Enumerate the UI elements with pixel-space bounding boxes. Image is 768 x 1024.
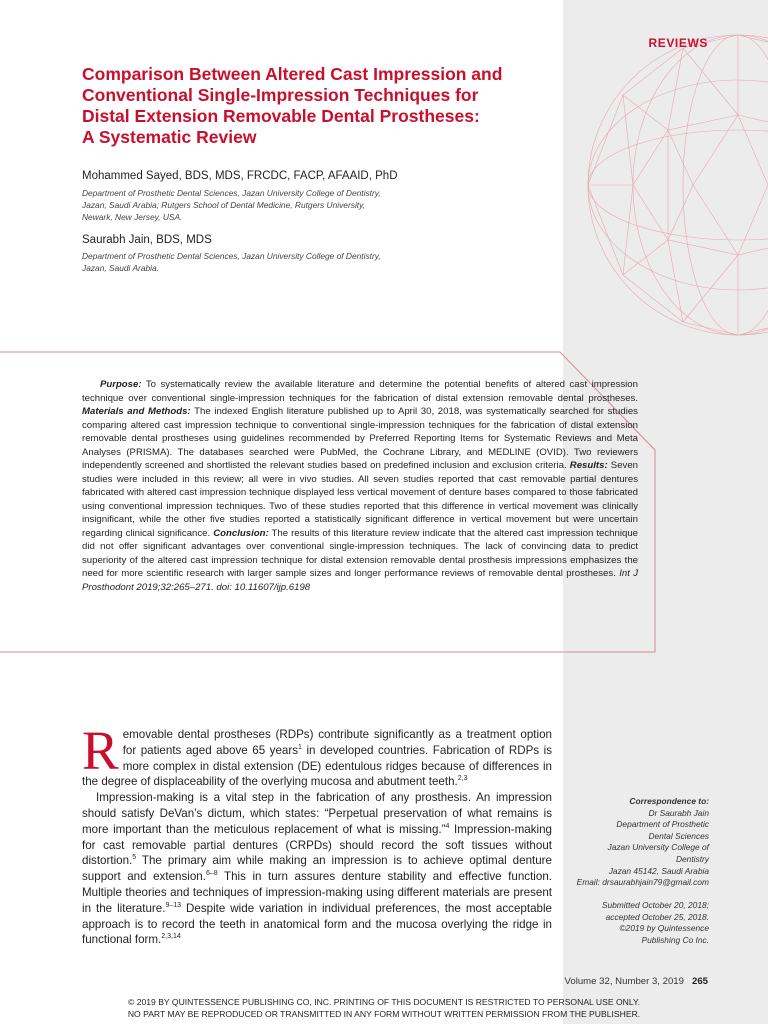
correspondence-line: Dr Saurabh Jain — [648, 807, 709, 818]
volume-info — [565, 976, 708, 987]
author-name: Saurabh Jain, BDS, MDS — [82, 234, 212, 246]
reference-number: 6–8 — [205, 870, 218, 878]
title-line: A Systematic Review — [82, 127, 257, 147]
correspondence-email[interactable]: Email: drsaurabhjain79@gmail.com — [576, 877, 709, 888]
abstract-results-label: Results: — [569, 460, 608, 471]
body-paragraph — [82, 720, 553, 790]
body-text — [82, 720, 553, 948]
dates-line: Submitted October 20, 2018; — [601, 900, 709, 910]
correspondence-line: Dentistry — [675, 853, 709, 864]
body-text-run: The primary aim while making an impression is to achieve optimal denture support and extension. — [82, 854, 552, 884]
correspondence-line: Department of Prosthetic — [616, 819, 709, 830]
abstract-conclusion-label: Conclusion: — [213, 527, 269, 539]
abstract-methods: The indexed English literature published up to April 30, 2018, was systematically searched for studies comparing altered cast impression technique to conventional single-impression techniques for the fabrication of distal extension removable dental prostheses using guidelines recommended by Preferred Reporting Items for Systematic Reviews and Meta Analyses (PRISMA). The databases searched were PubMed, the Cochrane Library, and MEDLINE (OVID). Two reviewers independently screened and shortlisted the relevant studies based on predefined inclusion and exclusion criteria. — [82, 406, 638, 471]
author-affiliation — [82, 187, 482, 223]
reference-number: 9–13 — [165, 901, 182, 909]
correspondence-line: Jazan 45142, Saudi Arabia — [608, 865, 709, 876]
submission-dates — [563, 900, 709, 946]
volume-text: Volume 32, Number 3, 2019 — [564, 976, 684, 987]
abstract-citation: Int J Prosthodont 2019;32:265–271. doi: 10.11607/ijp.6198 — [82, 568, 638, 593]
copyright-notice — [0, 996, 768, 1020]
body-text-run: Impression-making for cast removable partial dentures (CRPDs) should record the soft tissues without distortion. — [82, 822, 552, 868]
affiliation-line: Department of Prosthetic Dental Sciences, Jazan University College of Dentistry, — [82, 251, 381, 261]
body-text-run: This in turn assures denture stability and effective function. Multiple theories and techniques of impression-making using different materials are present in the literature. — [82, 870, 552, 915]
affiliation-line: Jazan, Saudi Arabia; Rutgers School of Dental Medicine, Rutgers University, — [82, 200, 366, 210]
reference-number: 2,3,14 — [161, 933, 181, 941]
correspondence-line: Jazan University College of — [607, 842, 709, 853]
body-text-run: Despite wide variation in individual preferences, the most acceptable approach is to record the teeth in anatomical form and the mucosa overlying the ridge in functional form. — [82, 901, 553, 947]
body-text-run: Impression-making is a vital step in the fabrication of any prosthesis. An impression should satisfy DeVan’s dictum, which states: “Perpetual preservation of what remains is more important than the meticulous replacement of what is missing.” — [82, 791, 552, 836]
abstract-results: Seven studies were included in this review; all were in vivo studies. All seven studies reported that cast removable partial dentures fabricated with altered cast impression technique displayed less vertical movement of denture bases compared to those fabricated using conventional impression techniques. Two of these studies reported that this difference in vertical movement was clinically insignificant, while the other five studies reported a statistically significant difference in vertical movement but were uncertain regarding clinical significance. — [82, 460, 639, 539]
copyright-line: NO PART MAY BE REPRODUCED OR TRANSMITTED IN ANY FORM WITHOUT WRITTEN PERMISSION FROM THE PUBLISHER. — [127, 1009, 641, 1019]
reference-number: 4 — [445, 822, 450, 830]
title-line: Comparison Between Altered Cast Impression and — [82, 64, 503, 84]
correspondence-block — [563, 796, 709, 889]
affiliation-line: Jazan, Saudi Arabia. — [82, 263, 159, 273]
author-affiliation — [82, 250, 482, 274]
abstract-purpose: To systematically review the available literature and determine the potential benefits of altered cast impression technique over conventional single-impression techniques for the fabrication of distal extension removable dental prostheses. — [82, 379, 638, 404]
body-text-run: in developed countries. Fabrication of RDPs is more complex in distal extension (DE) edentulous ridges because of differences in the degree of displaceability of the overlying mucosa and abutment teeth. — [82, 743, 553, 789]
page-number: 265 — [691, 976, 708, 987]
title-line: Conventional Single-Impression Techniques for — [82, 85, 479, 105]
abstract-text — [82, 378, 638, 594]
reference-number: 5 — [132, 854, 137, 862]
abstract-purpose-label: Purpose: — [99, 379, 142, 390]
correspondence-heading: Correspondence to: — [629, 796, 709, 806]
title-line: Distal Extension Removable Dental Prostheses: — [82, 106, 480, 126]
affiliation-line: Newark, New Jersey, USA. — [82, 212, 183, 222]
section-label: REVIEWS — [648, 36, 708, 50]
reference-number: 1 — [298, 743, 302, 751]
affiliation-line: Department of Prosthetic Dental Sciences, Jazan University College of Dentistry, — [82, 188, 381, 198]
correspondence-line: Dental Sciences — [648, 830, 709, 841]
drop-cap: R — [82, 720, 119, 781]
dates-line: Publishing Co Inc. — [641, 934, 709, 945]
dates-line: ©2019 by Quintessence — [619, 923, 709, 934]
dates-line: accepted October 25, 2018. — [605, 911, 709, 922]
author-name: Mohammed Sayed, BDS, MDS, FRCDC, FACP, AFAAID, PhD — [82, 170, 398, 182]
abstract-conclusion: The results of this literature review indicate that the altered cast impression technique did not offer significant advantages over conventional single-impression techniques. The lack of convincing data to predict superiority of the altered cast impression technique for distal extension removable dental prosthesis impressions emphasizes the need for more scientific research with larger sample sizes and longer performance reviews of removable dental prostheses. — [82, 527, 638, 579]
abstract-methods-label: Materials and Methods: — [82, 406, 191, 417]
copyright-line: © 2019 BY QUINTESSENCE PUBLISHING CO, INC. PRINTING OF THIS DOCUMENT IS RESTRICTED TO PERSONAL USE ONLY. — [127, 997, 641, 1007]
body-text-run: emovable dental prostheses (RDPs) contribute significantly as a treatment option for patients aged above 65 years — [122, 728, 552, 757]
reference-number: 2,3 — [457, 775, 468, 783]
article-title — [82, 64, 552, 148]
body-paragraph — [82, 790, 552, 948]
